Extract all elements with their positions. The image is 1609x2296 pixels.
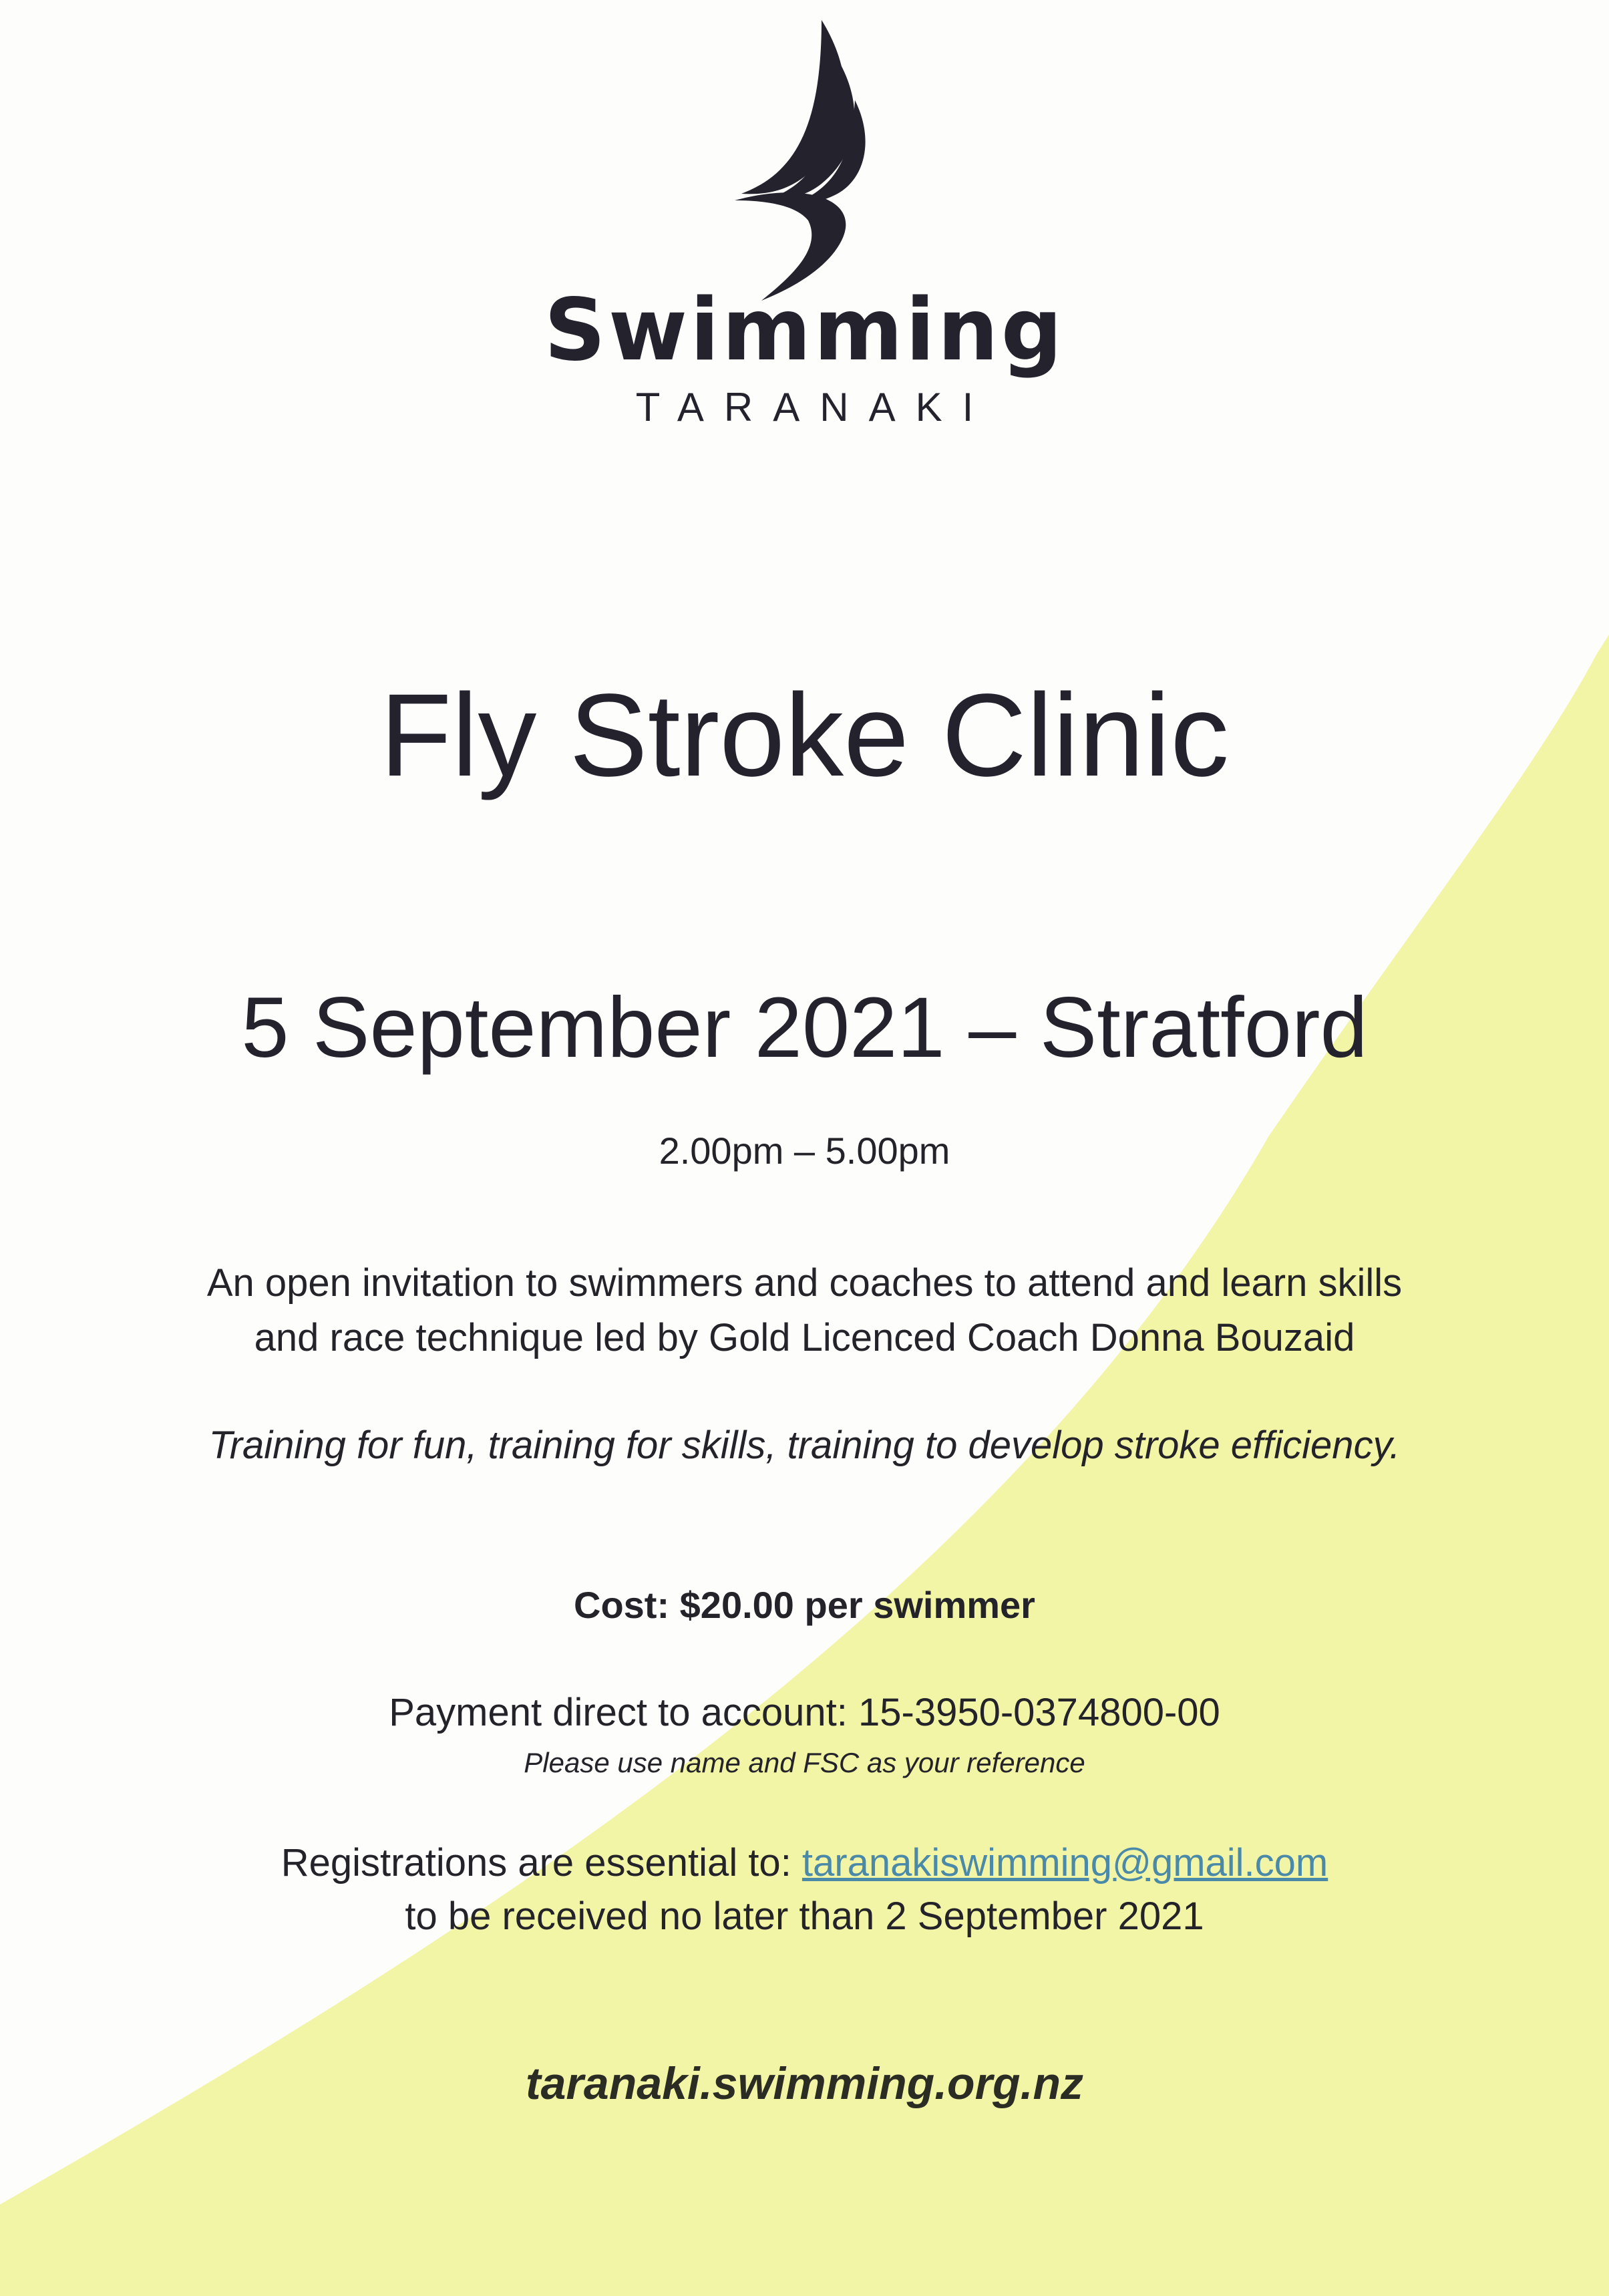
tagline: Training for fun, training for skills, training to develop stroke efficiency. — [208, 1424, 1401, 1467]
cost-label: Cost: $20.00 per swimmer — [574, 1584, 1035, 1626]
swimmer-wing-icon — [721, 20, 882, 307]
invitation-line-1: An open invitation to swimmers and coaches to attend and learn skills — [206, 1261, 1403, 1305]
invitation-text — [0, 1256, 1609, 1365]
event-date-location: 5 September 2021 – Stratford — [241, 980, 1368, 1076]
registration-line — [0, 1840, 1609, 1885]
logo-subtitle: TARANAKI — [635, 385, 994, 430]
registration-prefix: Registrations are essential to: — [281, 1841, 802, 1884]
event-time: 2.00pm – 5.00pm — [659, 1130, 950, 1172]
invitation-line-2: and race technique led by Gold Licenced Coach Donna Bouzaid — [254, 1316, 1355, 1359]
registration-deadline: to be received no later than 2 September 2021 — [405, 1895, 1204, 1938]
website-link[interactable]: taranaki.swimming.org.nz — [525, 2058, 1084, 2109]
logo-wordmark: Swimming — [544, 281, 1065, 380]
payment-account: Payment direct to account: 15-3950-0374800-00 — [389, 1691, 1220, 1734]
page-title: Fly Stroke Clinic — [379, 670, 1230, 801]
registration-email-link[interactable]: taranakiswimming@gmail.com — [801, 1841, 1328, 1884]
payment-reference-note: Please use name and FSC as your reference — [524, 1747, 1085, 1778]
